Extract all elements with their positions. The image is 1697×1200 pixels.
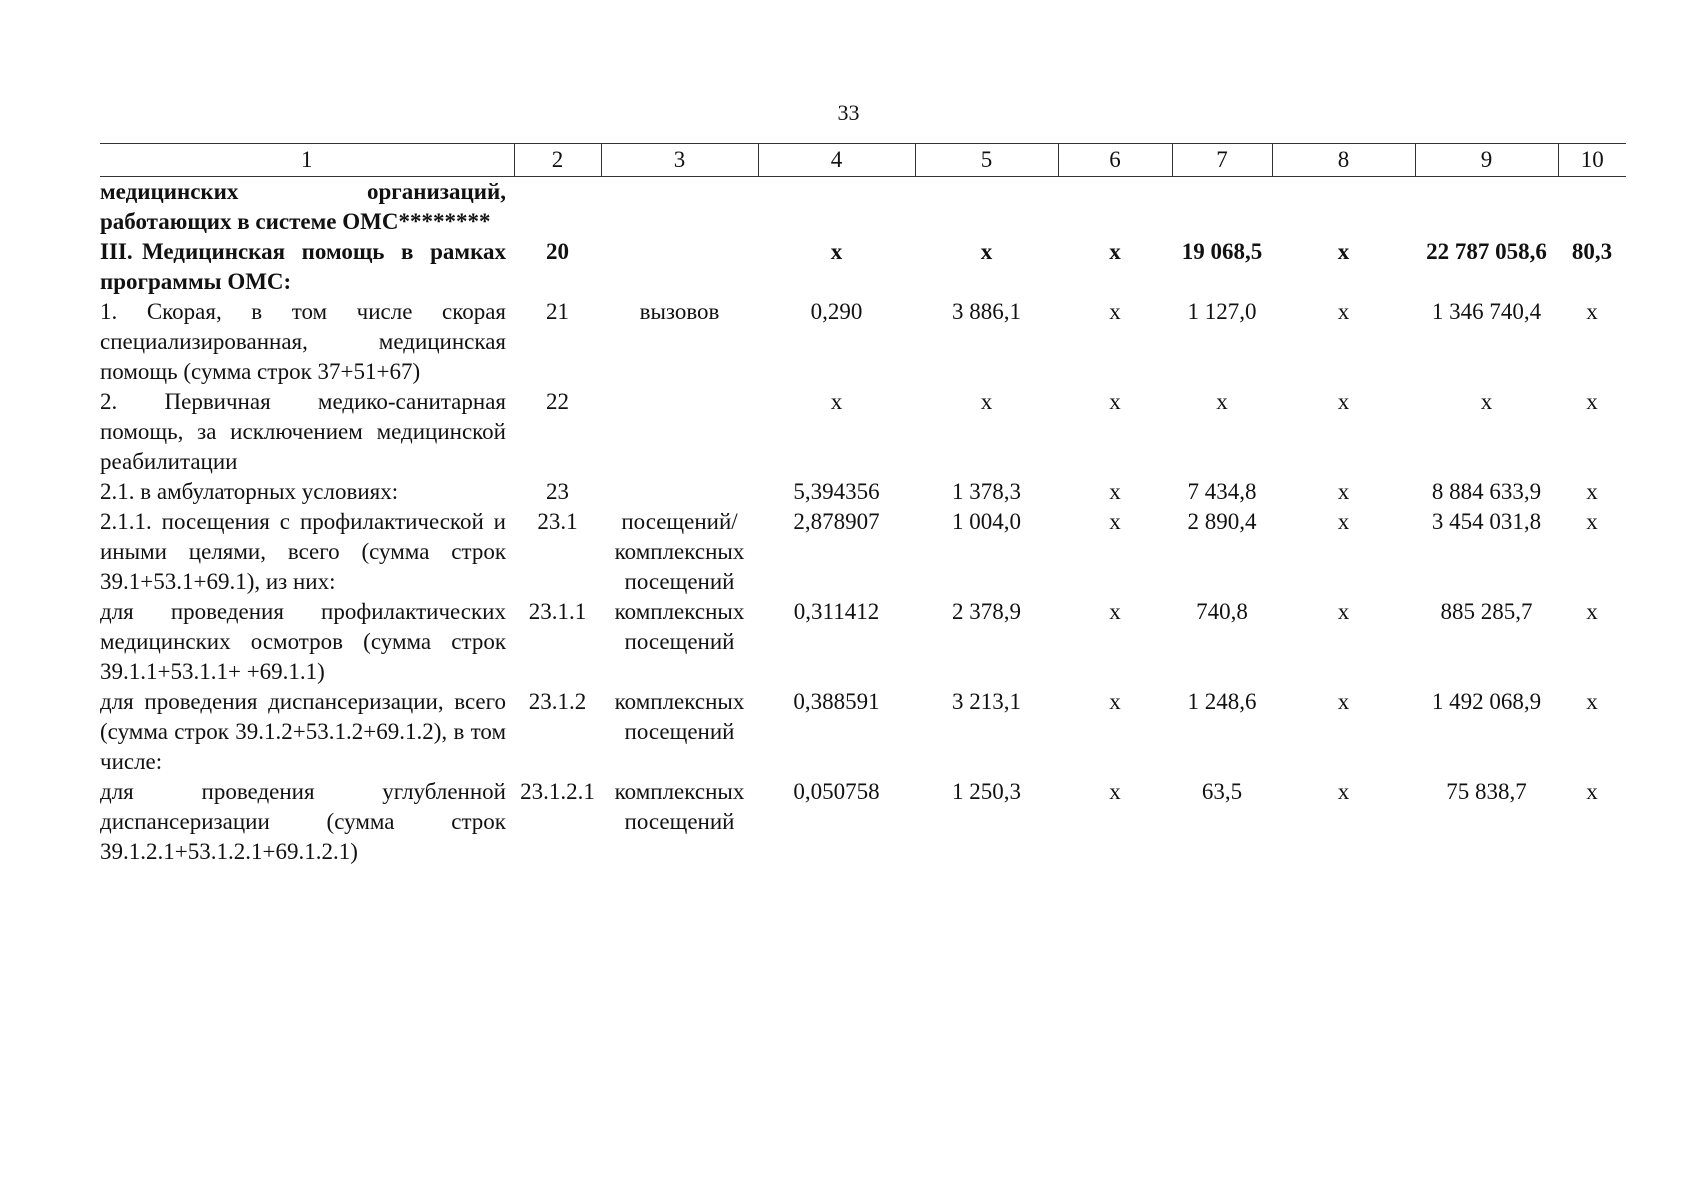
col-8: х	[1337, 479, 1350, 504]
row-label-text: 2.1.1. посещения с профилактической и иными целями, всего (сумма строк 39.1+53.1+69.1), из них:	[100, 509, 506, 594]
column-number-row	[100, 144, 1626, 177]
per-capita: 2 890,4	[1187, 509, 1257, 534]
total-cost: 75 838,7	[1446, 779, 1527, 804]
col-6: х	[1109, 599, 1121, 624]
unit: комплексных посещений	[614, 779, 745, 834]
row-label-text: медицинских организаций, работающих в системе ОМС********	[100, 179, 506, 234]
per-capita: 7 434,8	[1187, 479, 1257, 504]
row-uglub-dispanser	[100, 777, 1626, 867]
volume-norm: 0,050758	[793, 779, 880, 804]
column-number-6: 6	[1058, 144, 1172, 177]
cost-norm: 1 378,3	[952, 479, 1021, 504]
col-8: х	[1337, 509, 1350, 534]
row-code: 23	[546, 479, 569, 504]
share-percent: х	[1586, 689, 1598, 714]
per-capita	[1172, 177, 1272, 238]
col-8: х	[1337, 389, 1350, 414]
per-capita: 63,5	[1201, 779, 1243, 804]
section-numeral: III.	[100, 239, 133, 264]
row-1	[100, 297, 1626, 387]
col-6	[1058, 177, 1172, 238]
total-cost: 22 787 058,6	[1426, 239, 1547, 264]
share-percent: х	[1586, 389, 1598, 414]
volume-norm: 0,388591	[793, 689, 880, 714]
unit	[601, 237, 758, 297]
row-oms-orgs	[100, 177, 1626, 238]
unit: вызовов	[639, 299, 720, 324]
row-code: 20	[546, 239, 569, 264]
column-number-7: 7	[1172, 144, 1272, 177]
unit	[601, 177, 758, 238]
row-label-text: 2.1. в амбулаторных условиях:	[100, 479, 399, 504]
row-label	[100, 177, 514, 238]
row-2-1	[100, 477, 1626, 507]
column-number-2: 2	[514, 144, 601, 177]
share-percent: 80,3	[1571, 239, 1613, 264]
total-cost: х	[1480, 389, 1493, 414]
unit: посещений/ комплексных посещений	[614, 509, 745, 594]
col-6: х	[1109, 509, 1121, 534]
cost-norm: х	[980, 389, 993, 414]
col-8: х	[1337, 689, 1350, 714]
row-label	[100, 387, 514, 477]
row-code: 21	[546, 299, 569, 324]
row-prof-osmotr	[100, 597, 1626, 687]
row-code: 23.1.1	[528, 599, 587, 624]
unit	[601, 477, 758, 507]
row-label-text: для проведения углубленной диспансеризации (сумма строк 39.1.2.1+53.1.2.1+69.1.2.1)	[100, 779, 506, 864]
cost-norm: х	[980, 239, 993, 264]
share-percent	[1558, 177, 1626, 238]
cost-norm: 3 213,1	[952, 689, 1021, 714]
unit	[601, 387, 758, 477]
col-6: х	[1109, 479, 1121, 504]
share-percent: х	[1586, 509, 1598, 534]
total-cost	[1415, 177, 1558, 238]
per-capita: 19 068,5	[1181, 239, 1263, 264]
col-6: х	[1109, 239, 1121, 264]
col-8: х	[1337, 239, 1350, 264]
row-label-text: Медицинская помощь в рамках программы ОМС:	[100, 239, 506, 294]
col-6: х	[1109, 299, 1121, 324]
row-label	[100, 477, 514, 507]
share-percent: х	[1586, 479, 1598, 504]
volume-norm: х	[830, 389, 843, 414]
row-label-text: для проведения диспансеризации, всего (сумма строк 39.1.2+53.1.2+69.1.2), в том числе:	[100, 689, 506, 774]
volume-norm: 0,290	[810, 299, 863, 324]
per-capita: 740,8	[1196, 599, 1248, 624]
per-capita: 1 248,6	[1187, 689, 1257, 714]
row-code: 23.1	[537, 509, 578, 534]
share-percent: х	[1586, 779, 1598, 804]
row-2	[100, 387, 1626, 477]
share-percent: х	[1586, 599, 1598, 624]
total-cost: 885 285,7	[1440, 599, 1533, 624]
row-label	[100, 777, 514, 867]
unit: комплексных посещений	[614, 599, 745, 654]
column-number-4: 4	[758, 144, 915, 177]
volume-norm	[758, 177, 915, 238]
col-6: х	[1109, 779, 1121, 804]
volume-norm: х	[830, 239, 843, 264]
row-label-text: 2. Первичная медико-санитарная помощь, за исключением медицинской реабилитации	[100, 389, 506, 474]
cost-norm: 3 886,1	[952, 299, 1021, 324]
column-number-1: 1	[100, 144, 514, 177]
col-6: х	[1109, 689, 1121, 714]
row-code: 23.1.2.1	[520, 779, 595, 804]
column-number-10: 10	[1558, 144, 1626, 177]
column-number-8: 8	[1272, 144, 1415, 177]
page-number: 33	[837, 100, 860, 125]
cost-norm: 1 004,0	[952, 509, 1021, 534]
row-dispanser	[100, 687, 1626, 777]
row-label	[100, 507, 514, 597]
row-label	[100, 687, 514, 777]
total-cost: 1 346 740,4	[1431, 299, 1542, 324]
row-code	[514, 177, 601, 238]
data-table	[100, 143, 1626, 867]
row-code: 23.1.2	[528, 689, 587, 714]
col-8	[1272, 177, 1415, 238]
row-label-text: для проведения профилактических медицинских осмотров (сумма строк 39.1.1+53.1.1+ +69.1.1)	[100, 599, 506, 684]
col-8: х	[1337, 599, 1350, 624]
col-8: х	[1337, 779, 1350, 804]
cost-norm: 2 378,9	[952, 599, 1021, 624]
volume-norm: 0,311412	[793, 599, 880, 624]
per-capita: 1 127,0	[1187, 299, 1257, 324]
column-number-3: 3	[601, 144, 758, 177]
column-number-5: 5	[915, 144, 1058, 177]
row-label-text: 1. Скорая, в том числе скорая специализированная, медицинская помощь (сумма строк 37+51+67)	[100, 299, 506, 384]
total-cost: 1 492 068,9	[1431, 689, 1542, 714]
row-label	[100, 297, 514, 387]
total-cost: 3 454 031,8	[1431, 509, 1542, 534]
row-section-3	[100, 237, 1626, 297]
share-percent: х	[1586, 299, 1598, 324]
row-label	[100, 597, 514, 687]
cost-norm: 1 250,3	[952, 779, 1021, 804]
row-label	[100, 237, 514, 297]
col-8: х	[1337, 299, 1350, 324]
unit: комплексных посещений	[614, 689, 745, 744]
total-cost: 8 884 633,9	[1431, 479, 1542, 504]
cost-norm	[915, 177, 1058, 238]
volume-norm: 5,394356	[793, 479, 880, 504]
row-code: 22	[546, 389, 569, 414]
table-body	[100, 177, 1626, 868]
volume-norm: 2,878907	[793, 509, 880, 534]
column-number-9: 9	[1415, 144, 1558, 177]
per-capita: х	[1216, 389, 1228, 414]
col-6: х	[1109, 389, 1121, 414]
row-2-1-1	[100, 507, 1626, 597]
